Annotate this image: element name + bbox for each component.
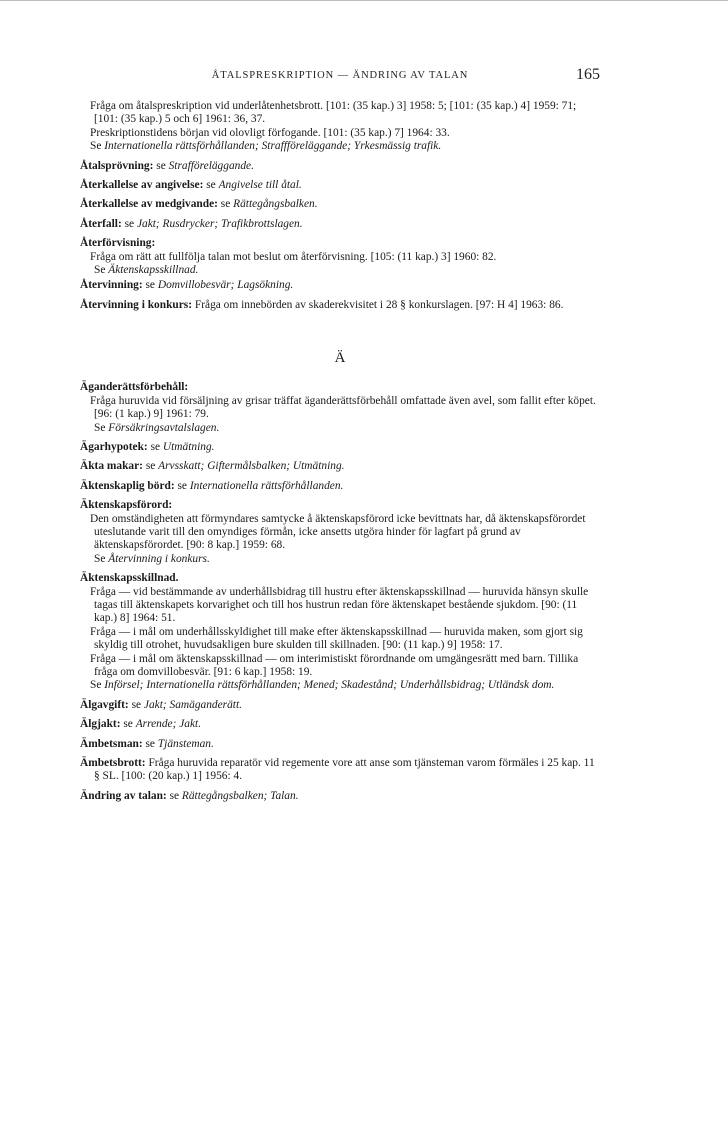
entry-text: Fråga — i mål om äktenskapsskillnad — om interimistiskt förordnande om umgängesrätt med barn. Tillika fråga om domvillobesvär. [91: 6 kap.] 1958: 19.: [90, 652, 579, 678]
entry-head: Äktenskapsskillnad.: [80, 572, 179, 585]
cross-reference: Internationella rättsförhållanden.: [189, 479, 344, 492]
see-prefix: se: [203, 179, 219, 192]
cross-reference: Införsel; Internationella rättsförhållanden; Mened; Skadestånd; Underhållsbidrag; Utländsk dom.: [104, 679, 555, 692]
see-prefix: se: [147, 440, 163, 453]
cross-reference: Arvsskatt; Giftermålsbalken; Utmätning.: [158, 460, 345, 473]
entry-head: Äktenskaplig börd:: [80, 479, 175, 492]
cross-reference: Rättegångsbalken.: [233, 198, 318, 211]
entry-text: Fråga om rätt att fullfölja talan mot beslut om återförvisning. [105: (11 kap.) 3] 1960: 82.: [90, 250, 497, 263]
running-head: ÅTALSPRESKRIPTION — ÄNDRING AV TALAN: [211, 70, 469, 81]
section-letter: Ä: [334, 350, 346, 367]
see-prefix: Se: [94, 421, 109, 434]
entry-see: [80, 679, 600, 692]
index-entry: [80, 441, 600, 454]
cross-reference: Jakt; Rusdrycker; Trafikbrottslagen.: [136, 217, 303, 230]
intro-line-2: [80, 127, 600, 140]
intro-text: Preskriptionstidens början vid olovligt förfogande. [101: (35 kap.) 7] 1964: 33.: [90, 126, 450, 139]
entry-text: Fråga huruvida vid försäljning av grisar träffat äganderättsförbehåll omfattade även avel, som fallit efter köpet. [96: (1 kap.) 9] 1961: 79.: [90, 394, 596, 421]
intro-line-1: [80, 100, 600, 127]
entry-head: Äkta makar:: [80, 460, 143, 473]
see-prefix: se: [120, 718, 136, 731]
entry-head: Åtalsprövning:: [80, 159, 154, 172]
index-entry: [80, 738, 600, 751]
cross-reference: Försäkringsavtalslagen.: [108, 421, 220, 434]
cross-reference: Internationella rättsförhållanden; Straffföreläggande; Yrkesmässig trafik.: [104, 140, 442, 153]
entry-see: [80, 422, 600, 435]
entry-head: Ämbetsbrott:: [80, 757, 146, 770]
entry-head: Återvinning i konkurs:: [80, 298, 193, 311]
entry-head: Återkallelse av angivelse:: [80, 179, 204, 192]
see-prefix: se: [217, 198, 234, 211]
entry-head: Ändring av talan:: [80, 789, 167, 802]
index-entry-aktenskapsskillnad: [80, 572, 600, 693]
index-entry-ambetsbrott: [80, 757, 600, 784]
entry-text: Fråga — vid bestämmande av underhållsbidrag till hustru efter äktenskapsskillnad — huruvida hänsyn skulle tagas till äktenskapets korvarighet och till hos hustrun redan före äktenskapet bestående sjukdom. [90: (11 kap.) 8] 1964: 51.: [90, 585, 589, 625]
cross-reference: Domvillobesvär; Lagsökning.: [157, 279, 294, 292]
cross-reference: Angivelse till åtal.: [218, 179, 302, 192]
cross-reference: Jakt; Samäganderätt.: [143, 698, 242, 711]
intro-block: [80, 100, 600, 154]
entry-head: Återfall:: [80, 217, 122, 230]
see-prefix: se: [174, 479, 190, 492]
index-entry-aganderatt: [80, 381, 600, 435]
see-prefix: se: [142, 460, 159, 473]
entry-see: [80, 553, 600, 566]
index-entry-aktenskapsforord: [80, 499, 600, 566]
entry-head: Återvinning:: [80, 279, 143, 292]
entry-head: Äktenskapsförord:: [80, 499, 173, 512]
see-prefix: se: [142, 737, 158, 750]
entry-head: Återkallelse av medgivande:: [80, 198, 218, 211]
index-entry: [80, 699, 600, 712]
index-entry: [80, 218, 600, 231]
page-number: 165: [576, 66, 600, 83]
see-prefix: se: [128, 698, 144, 711]
entry-head: Ämbetsman:: [80, 737, 143, 750]
see-prefix: se: [153, 159, 169, 172]
cross-reference: Tjänsteman.: [157, 737, 214, 750]
index-entry: [80, 179, 600, 192]
cross-reference: Rättegångsbalken; Talan.: [181, 789, 299, 802]
entry-text: Den omständigheten att förmyndares samtycke å äktenskapsförord icke bevittnats har, då äktenskapsförordet uteslutande varit till den omyndiges förmån, icke ansetts utgöra hinder för lagfart på grund av äktenskapsförordet. [90: 8 kap.] 1959: 68.: [90, 512, 586, 552]
cross-reference: Utmätning.: [162, 440, 215, 453]
cross-reference: Äktenskapsskillnad.: [108, 264, 199, 277]
page-header: [80, 64, 600, 88]
entry-text: Fråga om innebörden av skaderekvisitet i 28 § konkurslagen. [97: H 4] 1963: 86.: [192, 298, 564, 311]
index-entry: [80, 480, 600, 493]
cross-reference: Arrende; Jakt.: [135, 718, 202, 731]
entry-text: Fråga huruvida reparatör vid regemente vore att anse som tjänsteman varom förmäles i 25 kap. 11 § SL. [100: (20 kap.) 1] 1956: 4.: [94, 757, 595, 783]
see-prefix: Se: [94, 552, 109, 565]
index-entry: [80, 790, 600, 803]
index-entry: [80, 160, 600, 173]
see-prefix: se: [121, 217, 137, 230]
index-entry-aterforvisning: [80, 237, 600, 277]
see-prefix: se: [166, 789, 182, 802]
page-top-edge: [0, 0, 728, 1]
entry-text: Fråga — i mål om underhållsskyldighet till make efter äktenskapsskillnad — huruvida maken, som gjort sig skyldig till otrohet, huvudsakligen bure skulden till skillnaden. [90: (11 kap.) 9] 1958: 17.: [90, 625, 583, 652]
entry-head: Älgavgift:: [80, 698, 129, 711]
cross-reference: Strafföreläggande.: [168, 159, 254, 172]
index-entry: [80, 460, 600, 473]
entry-head: Återförvisning:: [80, 237, 156, 250]
entry-head: Äganderättsförbehåll:: [80, 381, 189, 394]
see-prefix: Se: [94, 264, 109, 277]
entry-see: [80, 264, 600, 277]
entry-head: Ägarhypotek:: [80, 440, 148, 453]
intro-see: [80, 140, 600, 153]
see-prefix: Se: [90, 140, 105, 153]
index-entry-atervinning-konkurs: [80, 299, 600, 312]
index-entry: [80, 279, 600, 292]
intro-text: Fråga om åtalspreskription vid underlåtenhetsbrott. [101: (35 kap.) 3] 1958: 5; [101: (35 kap.) 4] 1959: 71; [101: (35 kap.) 5 och 6] 1961: 36, 37.: [90, 100, 577, 126]
cross-reference: Återvinning i konkurs.: [108, 552, 210, 565]
document-page: [80, 64, 600, 809]
index-entry: [80, 198, 600, 211]
entry-head: Älgjakt:: [80, 718, 121, 731]
index-entry: [80, 718, 600, 731]
see-prefix: Se: [90, 679, 105, 692]
see-prefix: se: [142, 279, 158, 292]
